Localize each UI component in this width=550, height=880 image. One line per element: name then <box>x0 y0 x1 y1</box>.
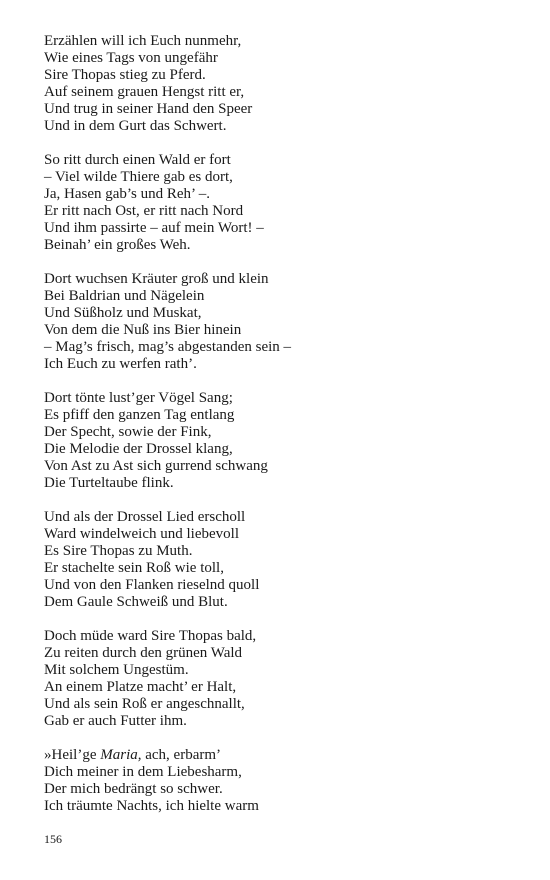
poem-line: Erzählen will ich Euch nunmehr, <box>44 33 242 49</box>
poem-line: Mit solchem Ungestüm. <box>44 662 189 678</box>
poem-line: Der mich bedrängt so schwer. <box>44 781 223 797</box>
poem-line: Dich meiner in dem Liebesharm, <box>44 764 242 780</box>
line-text-before: »Heil’ge <box>44 747 101 763</box>
stanza-4 <box>44 390 514 492</box>
poem-line: Auf seinem grauen Hengst ritt er, <box>44 84 245 100</box>
poem-line: Es Sire Thopas zu Muth. <box>44 543 193 559</box>
poem-line: Dort wuchsen Kräuter groß und klein <box>44 271 269 287</box>
poem-line: Es pfiff den ganzen Tag entlang <box>44 407 235 423</box>
poem-line-with-emphasis <box>44 747 514 764</box>
poem-line: Beinah’ ein großes Weh. <box>44 237 191 253</box>
poem-line: Doch müde ward Sire Thopas bald, <box>44 628 257 644</box>
poem-line: Der Specht, sowie der Fink, <box>44 424 212 440</box>
stanza-3 <box>44 271 514 373</box>
poem-line: Und als sein Roß er angeschnallt, <box>44 696 245 712</box>
stanza-1 <box>44 33 514 135</box>
poem-line: Gab er auch Futter ihm. <box>44 713 187 729</box>
poem-line: – Mag’s frisch, mag’s abgestanden sein – <box>44 339 292 355</box>
poem-line: Und in dem Gurt das Schwert. <box>44 118 227 134</box>
stanza-6 <box>44 628 514 730</box>
stanza-2 <box>44 152 514 254</box>
poem-line: Die Turteltaube flink. <box>44 475 174 491</box>
poem-line: Ward windelweich und liebevoll <box>44 526 239 542</box>
poem-line: Und ihm passirte – auf mein Wort! – <box>44 220 264 236</box>
poem-body <box>44 33 514 832</box>
emphasized-name: Maria, <box>100 747 142 763</box>
poem-line: Ja, Hasen gab’s und Reh’ –. <box>44 186 210 202</box>
poem-line: Und Süßholz und Muskat, <box>44 305 202 321</box>
poem-line: Zu reiten durch den grünen Wald <box>44 645 243 661</box>
page-number: 156 <box>44 832 62 846</box>
poem-line: An einem Platze macht’ er Halt, <box>44 679 237 695</box>
poem-line: Sire Thopas stieg zu Pferd. <box>44 67 206 83</box>
poem-line: Und als der Drossel Lied erscholl <box>44 509 246 525</box>
poem-line: Dort tönte lust’ger Vögel Sang; <box>44 390 233 406</box>
poem-line: Die Melodie der Drossel klang, <box>44 441 233 457</box>
poem-line: Er stachelte sein Roß wie toll, <box>44 560 224 576</box>
poem-line: Und trug in seiner Hand den Speer <box>44 101 253 117</box>
line-text-after: ach, erbarm’ <box>141 747 222 763</box>
poem-line: Dem Gaule Schweiß und Blut. <box>44 594 228 610</box>
poem-line: Ich Euch zu werfen rath’. <box>44 356 197 372</box>
poem-line: Bei Baldrian und Nägelein <box>44 288 205 304</box>
poem-line: Wie eines Tags von ungefähr <box>44 50 218 66</box>
poem-line: Er ritt nach Ost, er ritt nach Nord <box>44 203 244 219</box>
poem-line: Und von den Flanken rieselnd quoll <box>44 577 260 593</box>
poem-line: Ich träumte Nachts, ich hielte warm <box>44 798 259 814</box>
poem-line: – Viel wilde Thiere gab es dort, <box>44 169 233 185</box>
stanza-7 <box>44 747 514 815</box>
stanza-5 <box>44 509 514 611</box>
poem-line: Von Ast zu Ast sich gurrend schwang <box>44 458 268 474</box>
poem-line: Von dem die Nuß ins Bier hinein <box>44 322 242 338</box>
poem-line: So ritt durch einen Wald er fort <box>44 152 231 168</box>
